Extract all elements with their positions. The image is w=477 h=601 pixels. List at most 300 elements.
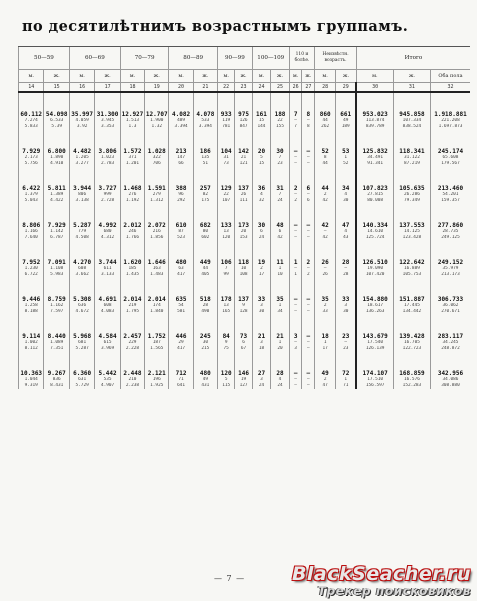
spacer-cell bbox=[19, 315, 44, 328]
table-cell: 1.565 bbox=[145, 346, 169, 352]
table-cell: 153 bbox=[235, 235, 252, 241]
spacer-cell bbox=[218, 92, 235, 106]
table-cell: 13 bbox=[218, 229, 235, 235]
table-cell: 8.440 bbox=[44, 328, 69, 340]
table-cell: 12.927 bbox=[120, 106, 144, 118]
total-row bbox=[19, 180, 471, 192]
column-number: 31 bbox=[393, 83, 430, 93]
age-group-header: Неизвѣстн. возрастъ. bbox=[315, 47, 357, 70]
spacer-cell bbox=[95, 241, 120, 254]
table-cell: 72 bbox=[336, 365, 357, 377]
table-cell: 9 bbox=[235, 303, 252, 309]
table-cell: 3.727 bbox=[95, 180, 120, 192]
spacer-cell bbox=[95, 204, 120, 217]
table-cell: 6.800 bbox=[44, 143, 69, 155]
spacer-row bbox=[19, 315, 471, 328]
table-cell: 245.174 bbox=[430, 143, 470, 155]
spacer-cell bbox=[169, 167, 193, 180]
spacer-cell bbox=[252, 352, 271, 365]
table-cell: 16.889 bbox=[393, 266, 430, 272]
table-cell: 80 bbox=[193, 229, 217, 235]
table-cell: 19 bbox=[252, 254, 271, 266]
spacer-cell bbox=[193, 315, 217, 328]
sex-header: м. bbox=[252, 70, 271, 83]
table-cell: 1 bbox=[271, 340, 290, 346]
spacer-cell bbox=[19, 241, 44, 254]
table-cell: 806 bbox=[69, 192, 94, 198]
table-cell: 4.082 bbox=[169, 106, 193, 118]
table-cell: 5.983 bbox=[44, 272, 69, 278]
table-cell: 933 bbox=[218, 106, 235, 118]
table-cell: — bbox=[302, 309, 315, 315]
table-cell: 262 bbox=[315, 124, 336, 130]
table-cell: 120 bbox=[218, 365, 235, 377]
table-cell: 118 bbox=[235, 254, 252, 266]
table-cell: 66 bbox=[169, 161, 193, 167]
table-cell: 5.287 bbox=[69, 346, 94, 352]
spacer-cell bbox=[69, 167, 94, 180]
spacer-cell bbox=[252, 130, 271, 143]
table-cell: 53 bbox=[336, 143, 357, 155]
spacer-cell bbox=[235, 92, 252, 106]
table-cell: 4.910 bbox=[44, 161, 69, 167]
table-cell: 73 bbox=[235, 328, 252, 340]
spacer-cell bbox=[393, 315, 430, 328]
table-cell: 480 bbox=[193, 365, 217, 377]
table-cell: 146 bbox=[235, 365, 252, 377]
spacer-cell bbox=[393, 352, 430, 365]
table-cell: 143.679 bbox=[356, 328, 393, 340]
table-cell: — bbox=[302, 143, 315, 155]
table-cell: 26.286 bbox=[393, 192, 430, 198]
sex-header: ж. bbox=[193, 70, 217, 83]
spacer-cell bbox=[95, 352, 120, 365]
table-cell: 128 bbox=[235, 309, 252, 315]
spacer-cell bbox=[95, 278, 120, 291]
table-cell: 3.92 bbox=[69, 124, 94, 130]
table-cell: 75 bbox=[218, 346, 235, 352]
table-cell: 4.907 bbox=[95, 383, 120, 389]
table-cell: 3.744 bbox=[95, 254, 120, 266]
table-cell: 54.098 bbox=[44, 106, 69, 118]
table-cell: 1.044 bbox=[19, 377, 44, 383]
table-cell: 32 bbox=[252, 198, 271, 204]
sex-header: м. bbox=[218, 70, 235, 83]
spacer-cell bbox=[145, 92, 169, 106]
table-cell: 22 bbox=[218, 192, 235, 198]
watermark-subtitle: Трекер поисковиков bbox=[317, 584, 471, 598]
table-cell: 712 bbox=[169, 365, 193, 377]
table-cell: 449 bbox=[193, 254, 217, 266]
spacer-cell bbox=[315, 167, 336, 180]
table-cell: 49 bbox=[193, 377, 217, 383]
spacer-cell bbox=[19, 204, 44, 217]
table-cell: — bbox=[302, 161, 315, 167]
table-cell: 489 bbox=[169, 118, 193, 124]
table-cell: — bbox=[289, 266, 302, 272]
table-cell: 308.880 bbox=[430, 383, 470, 389]
spacer-row bbox=[19, 167, 471, 180]
table-cell: — bbox=[289, 309, 302, 315]
table-cell: 1.312 bbox=[145, 198, 169, 204]
table-cell: 123.428 bbox=[393, 235, 430, 241]
table-cell: 1.3 bbox=[120, 124, 144, 130]
sex-header: ж. bbox=[95, 70, 120, 83]
table-cell: 17 bbox=[315, 346, 336, 352]
spacer-cell bbox=[315, 241, 336, 254]
spacer-cell bbox=[69, 204, 94, 217]
table-cell: 26 bbox=[315, 272, 336, 278]
table-cell: 159.357 bbox=[430, 198, 470, 204]
table-cell: 43 bbox=[336, 235, 357, 241]
table-cell: 608 bbox=[95, 303, 120, 309]
table-cell: 4.078 bbox=[193, 106, 217, 118]
table-cell: 602 bbox=[193, 235, 217, 241]
table-cell: 2.457 bbox=[120, 328, 144, 340]
spacer-cell bbox=[19, 167, 44, 180]
spacer-row bbox=[19, 92, 471, 106]
table-cell: 126 bbox=[235, 118, 252, 124]
table-cell: 137 bbox=[235, 180, 252, 192]
table-cell: — bbox=[302, 118, 315, 124]
spacer-cell bbox=[44, 130, 69, 143]
table-cell: 52 bbox=[336, 161, 357, 167]
table-cell: 3 bbox=[336, 303, 357, 309]
table-cell: 611 bbox=[95, 266, 120, 272]
table-cell: 490 bbox=[193, 309, 217, 315]
table-cell: 2.014 bbox=[120, 291, 144, 303]
table-cell: 446 bbox=[169, 328, 193, 340]
table-cell: 139.428 bbox=[393, 328, 430, 340]
age-group-header: Итого bbox=[356, 47, 470, 70]
spacer-cell bbox=[169, 315, 193, 328]
table-cell: 17.540 bbox=[356, 340, 393, 346]
table-cell: 4 bbox=[252, 192, 271, 198]
table-cell: 371 bbox=[120, 155, 144, 161]
table-cell: 154.880 bbox=[356, 291, 393, 303]
table-cell: 36 bbox=[252, 180, 271, 192]
spacer-cell bbox=[289, 278, 302, 291]
table-cell: 8.806 bbox=[19, 217, 44, 229]
spacer-cell bbox=[169, 352, 193, 365]
table-cell: — bbox=[289, 303, 302, 309]
table-cell: 535 bbox=[95, 377, 120, 383]
spacer-cell bbox=[336, 204, 357, 217]
spacer-cell bbox=[69, 130, 94, 143]
table-cell: 1 bbox=[289, 254, 302, 266]
spacer-cell bbox=[193, 204, 217, 217]
table-cell: 279 bbox=[145, 192, 169, 198]
spacer-cell bbox=[235, 167, 252, 180]
sex-header: ж. bbox=[393, 70, 430, 83]
table-cell: — bbox=[302, 365, 315, 377]
table-cell: 2 bbox=[315, 377, 336, 383]
table-cell: 52 bbox=[315, 143, 336, 155]
watermark-logo bbox=[292, 564, 471, 598]
table-cell: 49 bbox=[336, 118, 357, 124]
table-cell: 5.308 bbox=[69, 291, 94, 303]
table-cell: — bbox=[302, 266, 315, 272]
spacer-cell bbox=[120, 92, 144, 106]
spacer-cell bbox=[95, 92, 120, 106]
table-cell: — bbox=[302, 192, 315, 198]
table-cell: 113.874 bbox=[356, 118, 393, 124]
table-cell: 1 bbox=[271, 303, 290, 309]
table-cell: 4.672 bbox=[69, 309, 94, 315]
spacer-cell bbox=[430, 92, 470, 106]
table-cell: 30 bbox=[271, 143, 290, 155]
table-cell: — bbox=[302, 303, 315, 309]
spacer-cell bbox=[252, 278, 271, 291]
subtotal-row bbox=[19, 309, 471, 315]
spacer-cell bbox=[315, 315, 336, 328]
table-cell: 5.043 bbox=[19, 198, 44, 204]
table-cell: 71 bbox=[336, 383, 357, 389]
table-cell: 4.059 bbox=[69, 118, 94, 124]
spacer-cell bbox=[235, 278, 252, 291]
table-cell: 213.173 bbox=[430, 272, 470, 278]
table-cell: 161 bbox=[252, 106, 271, 118]
table-cell: 533 bbox=[193, 118, 217, 124]
table-cell: 65.608 bbox=[430, 155, 470, 161]
spacer-cell bbox=[336, 315, 357, 328]
table-cell: 2 bbox=[289, 198, 302, 204]
table-cell: 23 bbox=[336, 328, 357, 340]
table-cell: 945.858 bbox=[393, 106, 430, 118]
column-number: 21 bbox=[193, 83, 217, 93]
age-group-header: 80—89 bbox=[169, 47, 218, 70]
spacer-cell bbox=[302, 315, 315, 328]
spacer-cell bbox=[69, 315, 94, 328]
table-cell: 1.258 bbox=[19, 303, 44, 309]
spacer-cell bbox=[252, 167, 271, 180]
table-cell: 134.442 bbox=[393, 309, 430, 315]
table-cell: 6.422 bbox=[19, 180, 44, 192]
sex-header: ж. bbox=[235, 70, 252, 83]
table-cell: 36.062 bbox=[430, 303, 470, 309]
table-cell: 276 bbox=[120, 192, 144, 198]
table-cell: 4.584 bbox=[95, 328, 120, 340]
table-cell: 6 bbox=[235, 340, 252, 346]
spacer-cell bbox=[336, 130, 357, 143]
spacer-cell bbox=[430, 352, 470, 365]
table-cell: 4.270 bbox=[69, 254, 94, 266]
table-cell: 135 bbox=[193, 155, 217, 161]
table-cell: 1.166 bbox=[19, 229, 44, 235]
column-number: 18 bbox=[120, 83, 144, 93]
table-cell: 2.014 bbox=[145, 291, 169, 303]
table-cell: 1 bbox=[271, 266, 290, 272]
table-cell: 518 bbox=[193, 291, 217, 303]
spacer-cell bbox=[169, 92, 193, 106]
table-cell: 175 bbox=[193, 198, 217, 204]
table-cell: 15 bbox=[252, 118, 271, 124]
table-cell: 136.263 bbox=[356, 309, 393, 315]
table-cell: 7 bbox=[218, 266, 235, 272]
spacer-cell bbox=[289, 315, 302, 328]
spacer-cell bbox=[252, 204, 271, 217]
table-cell: 79.349 bbox=[393, 198, 430, 204]
table-cell: 1.468 bbox=[120, 180, 144, 192]
table-cell: 173 bbox=[235, 217, 252, 229]
table-cell: — bbox=[289, 118, 302, 124]
table-cell: — bbox=[302, 291, 315, 303]
table-cell: 35 bbox=[271, 291, 290, 303]
table-cell: 14.610 bbox=[356, 229, 393, 235]
table-cell: 5.811 bbox=[44, 180, 69, 192]
table-cell: 8.431 bbox=[44, 383, 69, 389]
spacer-cell bbox=[271, 241, 290, 254]
table-cell: 31.300 bbox=[95, 106, 120, 118]
table-cell: 1.752 bbox=[145, 328, 169, 340]
table-cell: 1.201 bbox=[120, 161, 144, 167]
table-cell: — bbox=[289, 340, 302, 346]
table-cell: 34 bbox=[271, 309, 290, 315]
table-cell: 8.759 bbox=[44, 291, 69, 303]
table-cell: 17.510 bbox=[356, 377, 393, 383]
table-cell: 19 bbox=[235, 377, 252, 383]
table-cell: 126.139 bbox=[356, 346, 393, 352]
table-cell: 6.360 bbox=[69, 365, 94, 377]
table-cell: 17.445 bbox=[393, 303, 430, 309]
table-cell: 152.283 bbox=[393, 383, 430, 389]
table-cell: 2 bbox=[252, 266, 271, 272]
table-cell: 5.729 bbox=[69, 383, 94, 389]
table-cell: 118.341 bbox=[393, 143, 430, 155]
sex-header: м. bbox=[289, 70, 302, 83]
table-cell: 34 bbox=[336, 180, 357, 192]
table-cell: — bbox=[336, 340, 357, 346]
table-cell: 163 bbox=[145, 266, 169, 272]
spacer-cell bbox=[336, 278, 357, 291]
table-cell: 27.815 bbox=[356, 192, 393, 198]
table-cell: — bbox=[302, 340, 315, 346]
column-number: 26 bbox=[289, 83, 302, 93]
age-group-header: 70—79 bbox=[120, 47, 169, 70]
spacer-cell bbox=[120, 204, 144, 217]
table-cell: 4 bbox=[336, 192, 357, 198]
table-cell: 44 bbox=[315, 161, 336, 167]
age-group-header: 60—69 bbox=[69, 47, 120, 70]
age-group-header-row bbox=[19, 47, 471, 70]
column-number: 28 bbox=[315, 83, 336, 93]
table-cell: — bbox=[302, 229, 315, 235]
table-cell: 1.205 bbox=[69, 155, 94, 161]
spacer-cell bbox=[44, 167, 69, 180]
table-cell: 1 bbox=[315, 340, 336, 346]
table-cell: 706 bbox=[145, 161, 169, 167]
table-cell: 4.482 bbox=[69, 143, 94, 155]
spacer-cell bbox=[169, 241, 193, 254]
table-cell: 641 bbox=[169, 383, 193, 389]
spacer-cell bbox=[218, 204, 235, 217]
table-cell: 2 bbox=[315, 192, 336, 198]
spacer-cell bbox=[145, 241, 169, 254]
spacer-cell bbox=[430, 278, 470, 291]
table-cell: 306.733 bbox=[430, 291, 470, 303]
total-row bbox=[19, 254, 471, 266]
table-cell: 839.789 bbox=[356, 124, 393, 130]
sex-header: ж. bbox=[336, 70, 357, 83]
table-cell: 1.856 bbox=[145, 235, 169, 241]
table-cell: 104 bbox=[218, 143, 235, 155]
table-cell: 3 bbox=[252, 303, 271, 309]
column-number: 20 bbox=[169, 83, 193, 93]
table-cell: — bbox=[315, 266, 336, 272]
table-cell: 51 bbox=[193, 161, 217, 167]
table-cell: 9.114 bbox=[19, 328, 44, 340]
table-cell: — bbox=[289, 377, 302, 383]
table-cell: 4.508 bbox=[69, 235, 94, 241]
table-cell: 31 bbox=[218, 155, 235, 161]
table-cell: 44 bbox=[315, 118, 336, 124]
table-cell: 3.138 bbox=[69, 198, 94, 204]
column-number: 19 bbox=[145, 83, 169, 93]
table-cell: — bbox=[289, 229, 302, 235]
table-cell: 24 bbox=[271, 198, 290, 204]
column-number-row bbox=[19, 83, 471, 93]
table-cell: 4.312 bbox=[95, 235, 120, 241]
table-cell: 682 bbox=[193, 217, 217, 229]
spacer-cell bbox=[430, 204, 470, 217]
table-cell: 23 bbox=[271, 161, 290, 167]
table-cell: 7 bbox=[289, 124, 302, 130]
table-cell: 12.707 bbox=[145, 106, 169, 118]
spacer-cell bbox=[218, 241, 235, 254]
table-cell: 49 bbox=[315, 365, 336, 377]
total-row bbox=[19, 143, 471, 155]
table-cell: 91.341 bbox=[356, 161, 393, 167]
spacer-cell bbox=[69, 241, 94, 254]
table-cell: 147 bbox=[169, 155, 193, 161]
spacer-cell bbox=[193, 92, 217, 106]
table-cell: — bbox=[302, 217, 315, 229]
table-cell: 156.597 bbox=[356, 383, 393, 389]
table-cell: 107.334 bbox=[393, 118, 430, 124]
spacer-cell bbox=[356, 204, 393, 217]
spacer-row bbox=[19, 241, 471, 254]
table-cell: 185 bbox=[120, 266, 144, 272]
table-cell: 1.389 bbox=[44, 192, 69, 198]
table-cell: 15 bbox=[252, 161, 271, 167]
table-cell: 87 bbox=[169, 229, 193, 235]
spacer-cell bbox=[336, 352, 357, 365]
table-cell: 3.945 bbox=[95, 118, 120, 124]
column-number: 17 bbox=[95, 83, 120, 93]
spacer-row bbox=[19, 278, 471, 291]
table-cell: 999 bbox=[95, 192, 120, 198]
spacer-cell bbox=[252, 92, 271, 106]
table-cell: 84 bbox=[218, 328, 235, 340]
spacer-cell bbox=[19, 278, 44, 291]
table-cell: 1.483 bbox=[145, 272, 169, 278]
table-cell: 16.576 bbox=[393, 377, 430, 383]
spacer-cell bbox=[235, 130, 252, 143]
spacer-cell bbox=[235, 241, 252, 254]
table-cell: — bbox=[336, 266, 357, 272]
table-cell: 216 bbox=[145, 229, 169, 235]
table-cell: 1.766 bbox=[120, 235, 144, 241]
table-cell: 44 bbox=[193, 266, 217, 272]
table-cell: 20 bbox=[271, 346, 290, 352]
sex-header: м. bbox=[356, 70, 393, 83]
subtotal-row bbox=[19, 383, 471, 389]
spacer-cell bbox=[356, 315, 393, 328]
spacer-cell bbox=[169, 204, 193, 217]
spacer-cell bbox=[218, 167, 235, 180]
table-cell: 26 bbox=[315, 254, 336, 266]
table-cell: 615 bbox=[95, 340, 120, 346]
